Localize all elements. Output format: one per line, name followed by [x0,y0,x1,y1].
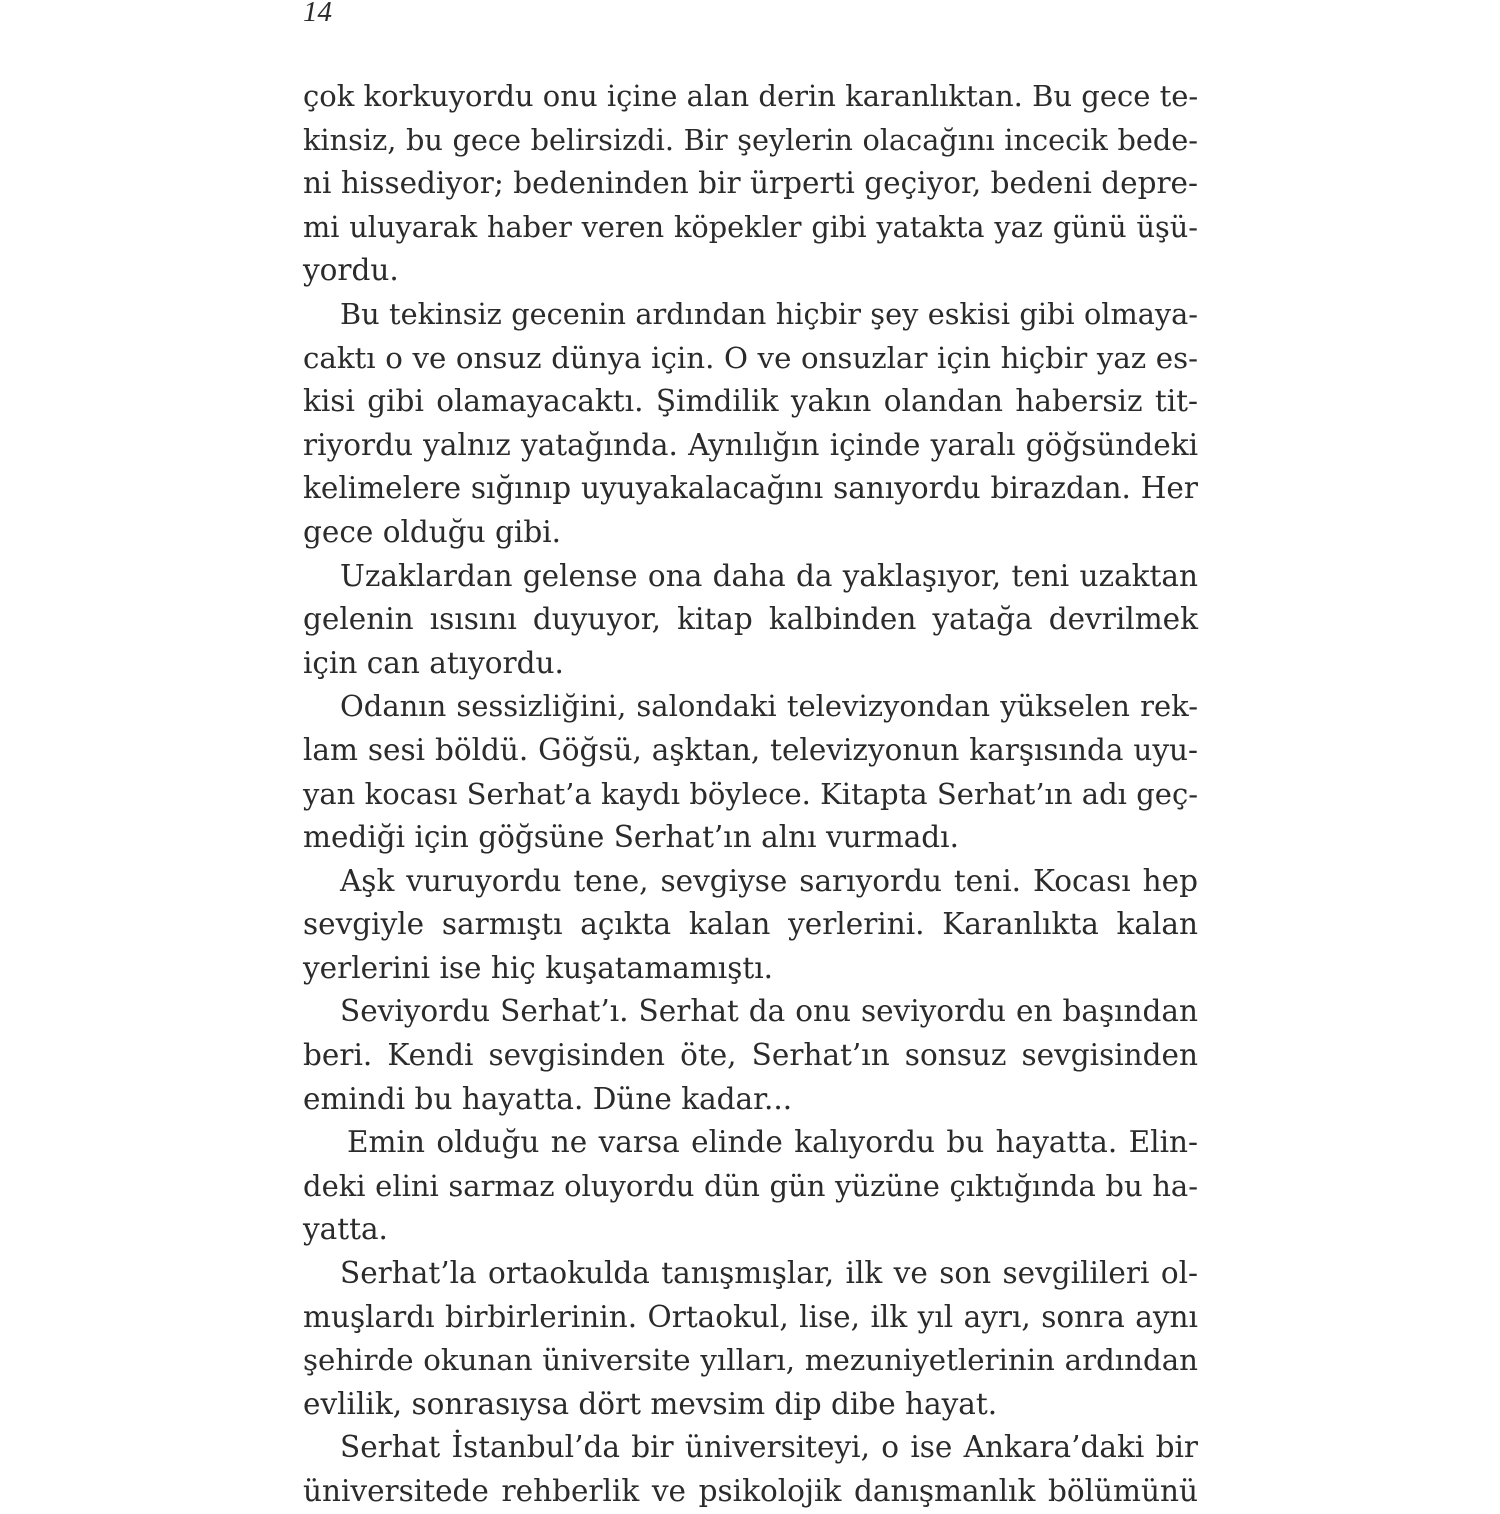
text-line: yordu. [303,253,399,288]
text-line: lam sesi böldü. Göğsü, aşktan, televizyonun karşısında uyu- [303,732,1198,767]
text-line: gelenin ısısını duyuyor, kitap kalbinden yatağa devrilmek [303,602,1198,637]
text-line: caktı o ve onsuz dünya için. O ve onsuzlar için hiçbir yaz es- [303,340,1198,375]
text-line: Aşk vuruyordu tene, sevgiyse sarıyordu teni. Kocası hep [340,863,1198,898]
text-line: sevgiyle sarmıştı açıkta kalan yerlerini. Karanlıkta kalan [303,907,1198,942]
body-text [303,75,1198,1514]
text-line: Uzaklardan gelense ona daha da yaklaşıyor, teni uzaktan [340,558,1198,593]
text-line: Bu tekinsiz gecenin ardından hiçbir şey eskisi gibi olmaya- [340,296,1198,331]
text-line: yerlerini ise hiç kuşatamamıştı. [303,950,774,985]
text-line: beri. Kendi sevgisinden öte, Serhat’ın sonsuz sevgisinden [303,1038,1198,1073]
text-line: riyordu yalnız yatağında. Aynılığın içinde yaralı göğsündeki [303,427,1198,462]
text-line: muşlardı birbirlerinin. Ortaokul, lise, ilk yıl ayrı, sonra aynı [303,1299,1198,1334]
text-line: için can atıyordu. [303,645,564,680]
page-number: 14 [303,0,332,28]
text-line: Emin olduğu ne varsa elinde kalıyordu bu hayatta. Elin- [347,1125,1198,1160]
text-line: kinsiz, bu gece belirsizdi. Bir şeylerin olacağını incecik bede- [303,122,1198,157]
text-line: üniversitede rehberlik ve psikolojik danışmanlık bölümünü [303,1474,1198,1508]
text-line: mediği için göğsüne Serhat’ın alnı vurmadı. [303,820,959,855]
text-line: yatta. [303,1212,388,1247]
text-line: şehirde okunan üniversite yılları, mezuniyetlerinin ardından [303,1343,1198,1378]
text-line: çok korkuyordu onu içine alan derin karanlıktan. Bu gece te- [303,79,1199,113]
text-line: yan kocası Serhat’a kaydı böylece. Kitapta Serhat’ın adı geç- [303,776,1198,811]
text-line: kelimelere sığınıp uyuyakalacağını sanıyordu birazdan. Her [303,471,1198,506]
text-line: gece olduğu gibi. [303,514,562,549]
text-line: emindi bu hayatta. Düne kadar... [303,1081,793,1116]
text-line: ni hissediyor; bedeninden bir ürperti geçiyor, bedeni depre- [303,166,1198,201]
text-line: Serhat’la ortaokulda tanışmışlar, ilk ve son sevgilileri ol- [340,1256,1198,1291]
text-line: evlilik, sonrasıysa dört mevsim dip dibe hayat. [303,1386,998,1421]
text-line: mi uluyarak haber veren köpekler gibi yatakta yaz günü üşü- [303,209,1198,244]
text-line: Seviyordu Serhat’ı. Serhat da onu seviyordu en başından [340,994,1198,1029]
text-line: deki elini sarmaz oluyordu dün gün yüzüne çıktığında bu ha- [303,1168,1198,1203]
text-line: Serhat İstanbul’da bir üniversiteyi, o ise Ankara’daki bir [340,1430,1198,1465]
text-line: kisi gibi olamayacaktı. Şimdilik yakın olandan habersiz tit- [303,384,1198,419]
text-line: Odanın sessizliğini, salondaki televizyondan yükselen rek- [340,689,1198,724]
